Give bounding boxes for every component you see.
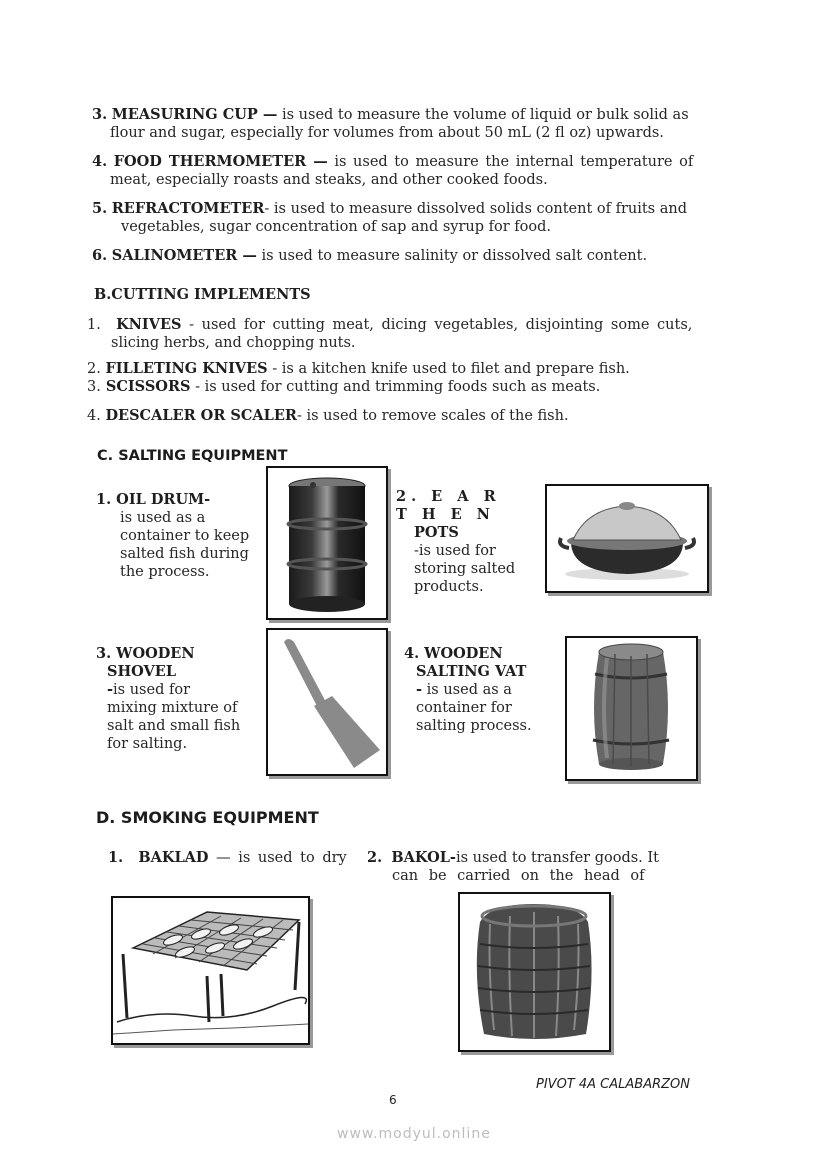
item-food-thermometer-line2: meat, especially roasts and steaks, and other cooked foods.: [110, 172, 548, 188]
oil-drum-text: 1. OIL DRUM- is used as a container to keep salted fish during the process.: [96, 491, 250, 580]
earthen-pots-text: 2. E A R T H E N POTS -is used for storing salted products.: [396, 488, 516, 595]
section-d-heading: D. SMOKING EQUIPMENT: [96, 808, 319, 827]
earthen-pot-image: [545, 484, 709, 593]
item-measuring-cup: 3. MEASURING CUP — is used to measure the volume of liquid or bulk solid as: [92, 106, 689, 123]
page-number: 6: [389, 1093, 397, 1107]
item-descaler: 4. DESCALER OR SCALER- is used to remove scales of the fish.: [87, 407, 569, 424]
watermark: www.modyul.online: [337, 1126, 491, 1142]
item-refractometer: 5. REFRACTOMETER- is used to measure dissolved solids content of fruits and: [92, 200, 688, 217]
wooden-shovel-icon: [268, 630, 386, 774]
bakol-text: 2. BAKOL-is used to transfer goods. It can be carried on the head of: [367, 849, 659, 884]
item-measuring-cup-line2: flour and sugar, especially for volumes from about 50 mL (2 fl oz) upwards.: [110, 125, 664, 141]
clay-pot-icon: [547, 486, 707, 591]
item-knives-line2: slicing herbs, and chopping nuts.: [111, 335, 356, 351]
salting-vat-image: [565, 636, 698, 781]
bakol-image: [458, 892, 611, 1052]
baklad-text: 1. BAKLAD — is used to dry: [108, 849, 347, 866]
woven-basket-icon: [460, 894, 609, 1050]
salting-vat-text: 4. WOODEN SALTING VAT - is used as a container for salting process.: [404, 645, 532, 734]
section-b-heading: B.CUTTING IMPLEMENTS: [94, 286, 311, 303]
wooden-shovel-image: [266, 628, 388, 776]
item-filleting-knives: 2. FILLETING KNIVES - is a kitchen knife used to filet and prepare fish.: [87, 360, 630, 377]
wooden-shovel-text: 3. WOODEN SHOVEL -is used for mixing mixture of salt and small fish for salting.: [96, 645, 241, 752]
item-knives: 1. KNIVES - used for cutting meat, dicing vegetables, disjointing some cuts,: [87, 316, 693, 333]
drying-rack-icon: [113, 898, 308, 1043]
item-food-thermometer: 4. FOOD THERMOMETER — is used to measure the internal temperature of: [92, 153, 694, 170]
barrel-icon: [567, 638, 696, 779]
oil-drum-icon: [268, 468, 386, 618]
item-salinometer: 6. SALINOMETER — is used to measure salinity or dissolved salt content.: [92, 247, 648, 264]
item-scissors: 3. SCISSORS - is used for cutting and trimming foods such as meats.: [87, 378, 601, 395]
footer-org: PIVOT 4A CALABARZON: [536, 1077, 690, 1092]
oil-drum-image: [266, 466, 388, 620]
baklad-image: [111, 896, 310, 1045]
item-refractometer-line2: vegetables, sugar concentration of sap and syrup for food.: [121, 219, 551, 235]
section-c-heading: C. SALTING EQUIPMENT: [97, 448, 288, 464]
